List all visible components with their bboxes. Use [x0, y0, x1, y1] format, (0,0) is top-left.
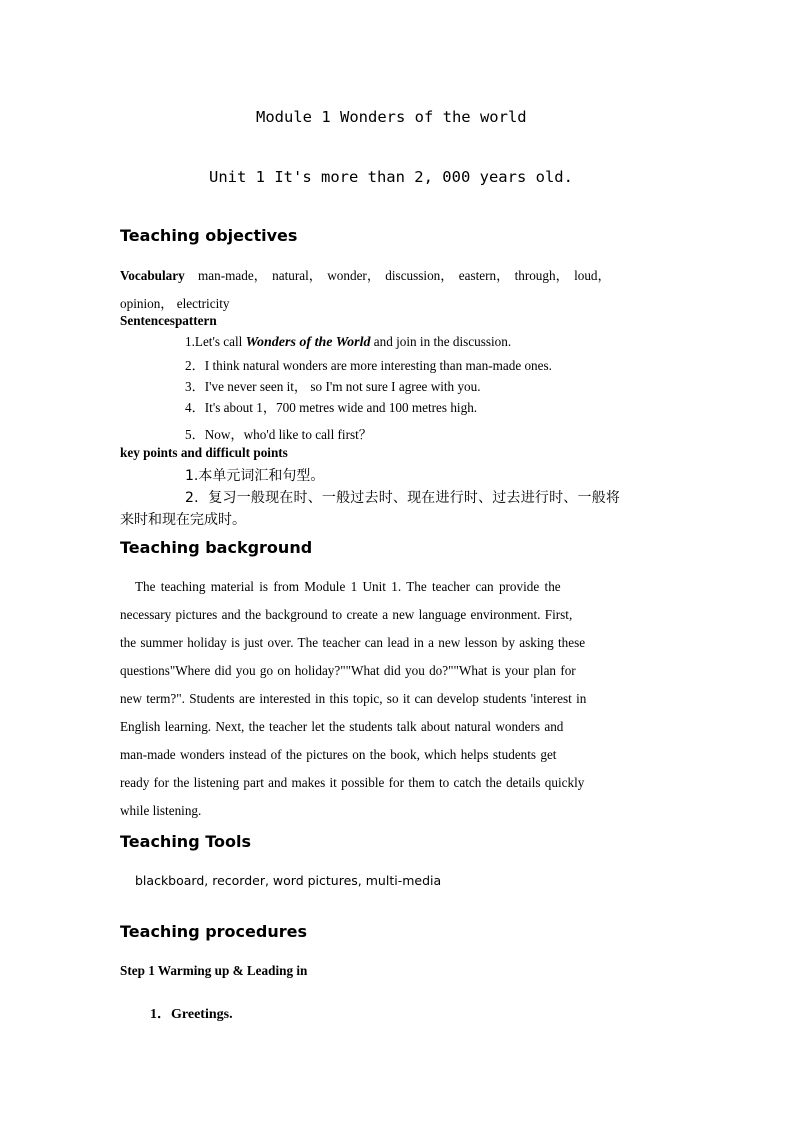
background-line-8: ready for the listening part and makes it possible for them to catch the details quickly [120, 775, 585, 790]
tools-heading: Teaching Tools [120, 832, 251, 851]
background-line-7: man-made wonders instead of the pictures on the book, which helps students get [120, 747, 557, 762]
module-title: Module 1 Wonders of the world [256, 108, 527, 126]
background-line-3: the summer holiday is just over. The teacher can lead in a new lesson by asking these [120, 635, 586, 650]
sentence-1-suffix: and join in the discussion. [370, 334, 512, 349]
background-line-6: English learning. Next, the teacher let the students talk about natural wonders and [120, 719, 564, 734]
procedures-heading: Teaching procedures [120, 922, 307, 941]
sentence-1 [185, 334, 511, 351]
vocabulary-words: man-made， natural， wonder， discussion， eastern， through， loud， [198, 268, 611, 283]
background-line-1: The teaching material is from Module 1 Unit 1. The teacher can provide the [135, 579, 561, 594]
sentence-1-bold: Wonders of the World [245, 335, 371, 350]
key-point-2-cont: 来时和现在完成时。 [120, 512, 246, 528]
key-point-2: 2．复习一般现在时、一般过去时、现在进行时、过去进行时、一般将 [185, 490, 621, 506]
sentence-2: 2．I think natural wonders are more interesting than man-made ones. [185, 358, 552, 373]
sentences-label: Sentencespattern [120, 313, 217, 328]
objectives-heading: Teaching objectives [120, 226, 298, 245]
sentence-1-prefix: 1.Let's call [185, 334, 246, 349]
procedure-item-1: 1．Greetings. [150, 1007, 233, 1022]
vocabulary-words-cont: opinion， electricity [120, 296, 230, 311]
background-line-9: while listening. [120, 803, 202, 818]
sentence-5: 5．Now，who'd like to call first？ [185, 427, 372, 442]
sentence-3: 3．I've never seen it， so I'm not sure I agree with you. [185, 379, 481, 394]
unit-title: Unit 1 It's more than 2, 000 years old. [209, 168, 573, 186]
key-point-1: 1.本单元词汇和句型。 [185, 468, 325, 484]
background-line-5: new term?". Students are interested in this topic, so it can develop students 'interest in [120, 691, 587, 706]
background-line-2: necessary pictures and the background to create a new language environment. First, [120, 607, 573, 622]
vocabulary-label: Vocabulary [120, 268, 185, 283]
background-heading: Teaching background [120, 538, 313, 557]
background-line-4: questions"Where did you go on holiday?""What did you do?""What is your plan for [120, 663, 576, 678]
key-points-label: key points and difficult points [120, 445, 288, 460]
step-1-heading: Step 1 Warming up & Leading in [120, 963, 308, 978]
tools-list: blackboard, recorder, word pictures, multi-media [135, 873, 442, 888]
vocabulary-line [120, 265, 611, 284]
sentence-4: 4．It's about 1，700 metres wide and 100 metres high. [185, 400, 478, 415]
